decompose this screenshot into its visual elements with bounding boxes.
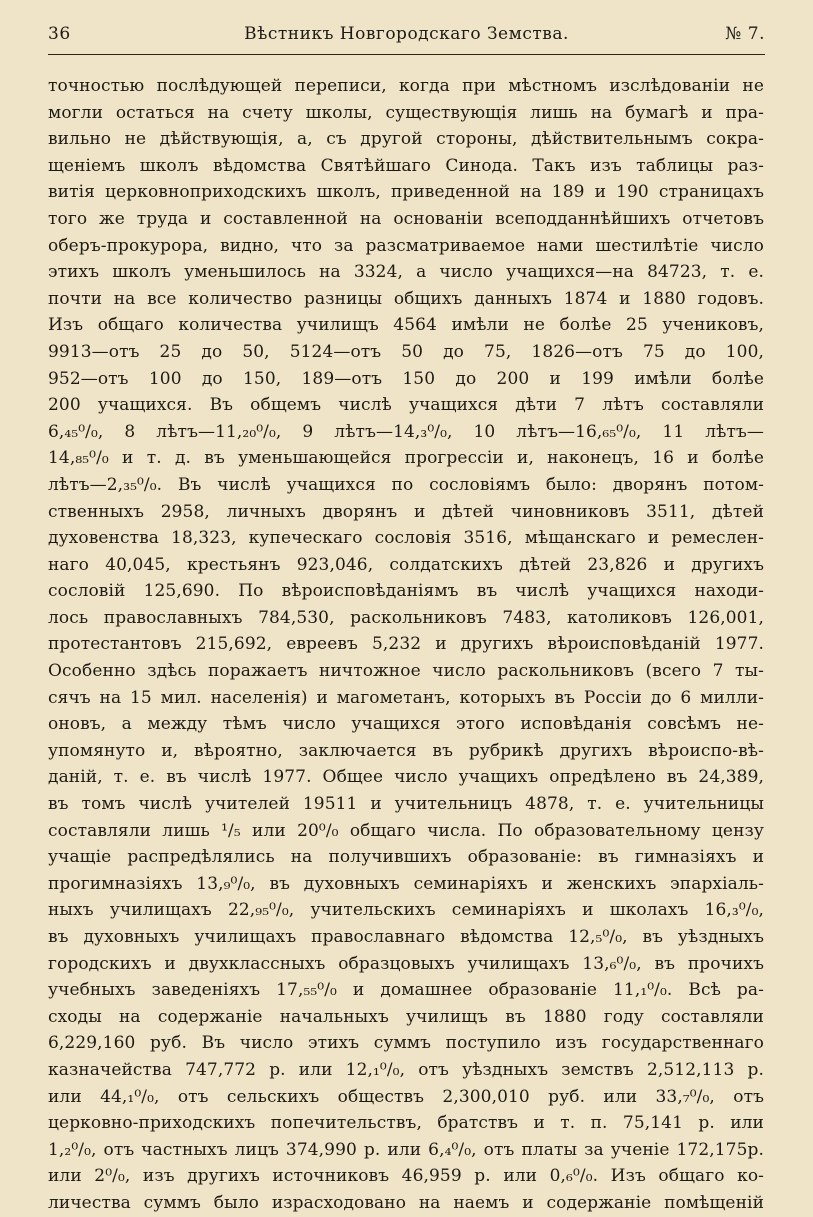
text-line: этихъ школъ уменьшилось на 3324, а число учащихся—на 84723, т. е.	[48, 262, 764, 283]
body-text	[48, 73, 764, 1217]
text-line: ныхъ училищахъ 22,₉₅⁰/₀, учительскихъ семинаріяхъ и школахъ 16,₃⁰/₀,	[48, 900, 764, 921]
text-line: оберъ-прокурора, видно, что за разсматриваемое нами шестилѣтіе число	[48, 235, 764, 256]
text-line: упомянуто и, вѣроятно, заключается въ рубрикѣ другихъ вѣроиспо-вѣ-	[48, 740, 764, 761]
text-line: личества суммъ было израсходовано на наемъ и содержаніе помѣщеній	[48, 1192, 764, 1213]
text-line: 14,₈₅⁰/₀ и т. д. въ уменьшающейся прогрессіи и, наконецъ, 16 и болѣе	[48, 448, 764, 469]
text-line: церковно-приходскихъ попечительствъ, братствъ и т. п. 75,141 р. или	[48, 1113, 764, 1134]
text-line: городскихъ и двухклассныхъ образцовыхъ училищахъ 13,₆⁰/₀, въ прочихъ	[48, 953, 764, 974]
text-line: витія церковноприходскихъ школъ, приведенной на 189 и 190 страницахъ	[48, 182, 764, 203]
text-line: почти на все количество разницы общихъ данныхъ 1874 и 1880 годовъ.	[48, 288, 764, 309]
text-line: лось православныхъ 784,530, раскольниковъ 7483, католиковъ 126,001,	[48, 607, 764, 628]
journal-title: Вѣстникъ Новгородскаго Земства.	[244, 24, 569, 44]
text-line: точностью послѣдующей переписи, когда при мѣстномъ изслѣдованіи не	[48, 76, 764, 96]
text-line: того же труда и составленной на основаніи всеподданнѣйшихъ отчетовъ	[48, 208, 764, 229]
text-line: 952—отъ 100 до 150, 189—отъ 150 до 200 и 199 имѣли болѣе	[48, 368, 764, 389]
text-line: учащіе распредѣлялись на получившихъ образованіе: въ гимназіяхъ и	[48, 847, 764, 868]
text-line: Особенно здѣсь поражаетъ ничтожное число раскольниковъ (всего 7 ты-	[48, 661, 764, 682]
text-line: сходы на содержаніе начальныхъ училищъ въ 1880 году составляли	[48, 1006, 764, 1027]
text-line: учебныхъ заведеніяхъ 17,₅₅⁰/₀ и домашнее образованіе 11,₁⁰/₀. Всѣ ра-	[48, 980, 764, 1001]
text-line: ственныхъ 2958, личныхъ дворянъ и дѣтей чиновниковъ 3511, дѣтей	[48, 501, 764, 522]
text-line: щеніемъ школъ вѣдомства Святѣйшаго Синода. Такъ изъ таблицы раз-	[48, 155, 764, 176]
text-line: сословій 125,690. По вѣроисповѣданіямъ въ числѣ учащихся находи-	[48, 581, 764, 602]
text-line: 200 учащихся. Въ общемъ числѣ учащихся дѣти 7 лѣтъ составляли	[48, 395, 764, 416]
text-line: лѣтъ—2,₃₅⁰/₀. Въ числѣ учащихся по сословіямъ было: дворянъ потом-	[48, 474, 764, 495]
text-line: прогимназіяхъ 13,₉⁰/₀, въ духовныхъ семинаріяхъ и женскихъ эпархіаль-	[48, 873, 764, 894]
text-line: или 44,₁⁰/₀, отъ сельскихъ обществъ 2,300,010 руб. или 33,₇⁰/₀, отъ	[48, 1086, 764, 1107]
text-line: въ духовныхъ училищахъ православнаго вѣдомства 12,₅⁰/₀, въ уѣздныхъ	[48, 927, 764, 947]
text-line: духовенства 18,323, купеческаго сословія 3516, мѣщанскаго и ремеслен-	[48, 528, 764, 549]
text-line: составляли лишь ¹/₅ или 20⁰/₀ общаго числа. По образовательному цензу	[48, 820, 764, 841]
text-line: протестантовъ 215,692, евреевъ 5,232 и другихъ вѣроисповѣданій 1977.	[48, 634, 764, 655]
text-line: казначейства 747,772 р. или 12,₁⁰/₀, отъ уѣздныхъ земствъ 2,512,113 р.	[48, 1059, 764, 1080]
header-rule	[48, 54, 765, 55]
text-line: вильно не дѣйствующія, а, съ другой стороны, дѣйствительнымъ сокра-	[48, 129, 764, 150]
text-line: даній, т. е. въ числѣ 1977. Общее число учащихъ опредѣлено въ 24,389,	[48, 767, 764, 788]
text-line: Изъ общаго количества училищъ 4564 имѣли не болѣе 25 учениковъ,	[48, 315, 764, 336]
text-line: или 2⁰/₀, изъ другихъ источниковъ 46,959 р. или 0,₆⁰/₀. Изъ общаго ко-	[48, 1166, 764, 1187]
text-line: сячъ на 15 мил. населенія) и магометанъ, которыхъ въ Россіи до 6 милли-	[48, 687, 764, 708]
text-line: въ томъ числѣ учителей 19511 и учительницъ 4878, т. е. учительницы	[48, 794, 764, 815]
page-number: 36	[48, 24, 71, 44]
text-line: могли остаться на счету школы, существующія лишь на бумагѣ и пра-	[48, 102, 764, 123]
running-header	[48, 24, 765, 52]
issue-number: № 7.	[725, 24, 765, 44]
text-line: 6,₄₅⁰/₀, 8 лѣтъ—11,₂₀⁰/₀, 9 лѣтъ—14,₃⁰/₀, 10 лѣтъ—16,₆₅⁰/₀, 11 лѣтъ—	[48, 421, 764, 442]
text-line: 1,₂⁰/₀, отъ частныхъ лицъ 374,990 р. или 6,₄⁰/₀, отъ платы за ученіе 172,175р.	[48, 1139, 764, 1160]
text-line: 6,229,160 руб. Въ число этихъ суммъ поступило изъ государственнаго	[48, 1033, 764, 1054]
text-line: наго 40,045, крестьянъ 923,046, солдатскихъ дѣтей 23,826 и другихъ	[48, 554, 764, 575]
text-line: оновъ, а между тѣмъ число учащихся этого исповѣданія совсѣмъ не-	[48, 714, 764, 735]
text-line: 9913—отъ 25 до 50, 5124—отъ 50 до 75, 1826—отъ 75 до 100,	[48, 341, 764, 362]
